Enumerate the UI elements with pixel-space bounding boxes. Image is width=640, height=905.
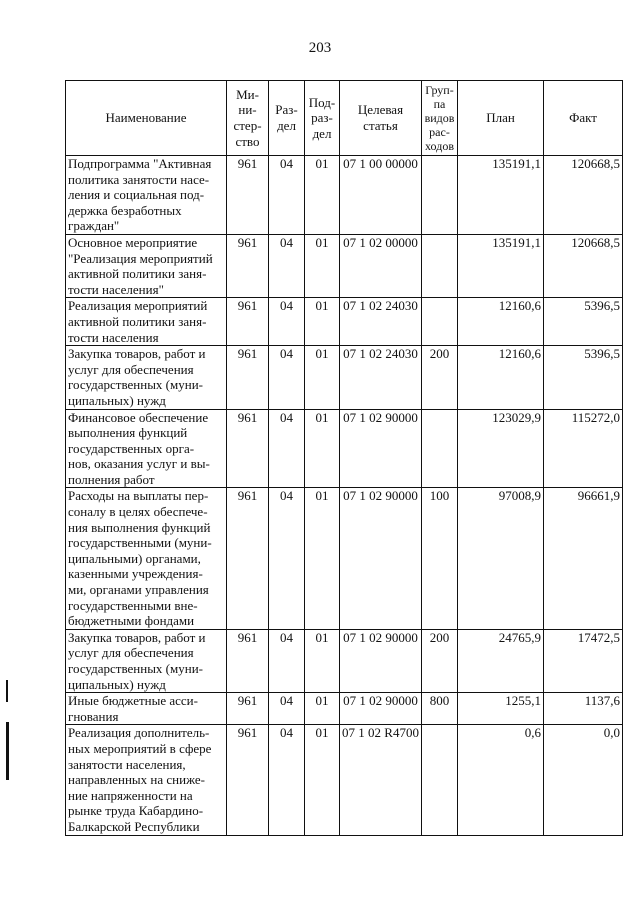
table-row [66,725,623,835]
cell-fact: 5396,5 [544,298,623,346]
table-row [66,234,623,297]
cell-group [422,409,458,488]
header-plan: План [458,81,544,156]
cell-ministry: 961 [227,298,269,346]
cell-subsection: 01 [305,409,340,488]
table-header-row [66,81,623,156]
cell-subsection: 01 [305,629,340,692]
cell-name: Иные бюджетные асси- гнования [66,693,227,725]
cell-plan: 0,6 [458,725,544,835]
cell-ministry: 961 [227,693,269,725]
cell-fact: 120668,5 [544,156,623,235]
cell-ministry: 961 [227,156,269,235]
cell-ministry: 961 [227,234,269,297]
table-row [66,298,623,346]
cell-target: 07 1 02 90000 [340,488,422,629]
cell-subsection: 01 [305,693,340,725]
header-fact: Факт [544,81,623,156]
table-row [66,156,623,235]
cell-fact: 0,0 [544,725,623,835]
cell-ministry: 961 [227,409,269,488]
cell-section: 04 [269,488,305,629]
cell-name: Подпрограмма "Активная политика занятости насе- ления и социальная под- держка безработных граждан" [66,156,227,235]
cell-section: 04 [269,298,305,346]
cell-target: 07 1 02 90000 [340,409,422,488]
cell-target: 07 1 02 24030 [340,346,422,409]
cell-subsection: 01 [305,346,340,409]
cell-target: 07 1 02 24030 [340,298,422,346]
cell-group [422,725,458,835]
cell-group: 200 [422,629,458,692]
table-row [66,629,623,692]
cell-ministry: 961 [227,346,269,409]
table-row [66,346,623,409]
cell-name: Финансовое обеспечение выполнения функций государственных орга- нов, оказания услуг и вы- полнения работ [66,409,227,488]
cell-name: Основное мероприятие "Реализация мероприятий активной политики заня- тости населения" [66,234,227,297]
cell-subsection: 01 [305,488,340,629]
cell-plan: 24765,9 [458,629,544,692]
cell-ministry: 961 [227,725,269,835]
header-target: Целевая статья [340,81,422,156]
cell-plan: 135191,1 [458,234,544,297]
cell-name: Закупка товаров, работ и услуг для обеспечения государственных (муни- ципальных) нужд [66,629,227,692]
cell-section: 04 [269,409,305,488]
cell-fact: 115272,0 [544,409,623,488]
cell-plan: 12160,6 [458,298,544,346]
cell-plan: 135191,1 [458,156,544,235]
cell-section: 04 [269,234,305,297]
cell-target: 07 1 00 00000 [340,156,422,235]
scan-artifact-mark [6,722,9,780]
cell-group [422,234,458,297]
cell-section: 04 [269,725,305,835]
cell-section: 04 [269,156,305,235]
cell-fact: 120668,5 [544,234,623,297]
cell-fact: 5396,5 [544,346,623,409]
cell-group: 200 [422,346,458,409]
cell-ministry: 961 [227,629,269,692]
cell-name: Закупка товаров, работ и услуг для обеспечения государственных (муни- ципальных) нужд [66,346,227,409]
cell-plan: 123029,9 [458,409,544,488]
cell-ministry: 961 [227,488,269,629]
cell-section: 04 [269,629,305,692]
cell-name: Расходы на выплаты пер- соналу в целях обеспече- ния выполнения функций государственными (муни- ципальными) органами, казенными учреждения- ми, органами управления государственными вне- бюджетными фондами [66,488,227,629]
cell-subsection: 01 [305,156,340,235]
budget-table [65,80,623,836]
cell-group [422,156,458,235]
cell-group [422,298,458,346]
cell-fact: 96661,9 [544,488,623,629]
cell-name: Реализация дополнитель- ных мероприятий в сфере занятости населения, направленных на сниже- ние напряженности на рынке труда Кабардино- Балкарской Республики [66,725,227,835]
cell-fact: 17472,5 [544,629,623,692]
cell-name: Реализация мероприятий активной политики заня- тости населения [66,298,227,346]
cell-plan: 12160,6 [458,346,544,409]
header-ministry: Ми- ни- стер- ство [227,81,269,156]
cell-target: 07 1 02 R4700 [340,725,422,835]
table-row [66,409,623,488]
cell-subsection: 01 [305,234,340,297]
cell-plan: 1255,1 [458,693,544,725]
cell-fact: 1137,6 [544,693,623,725]
cell-target: 07 1 02 90000 [340,629,422,692]
header-group: Груп- па видов рас- ходов [422,81,458,156]
table-row [66,488,623,629]
header-section: Раз- дел [269,81,305,156]
cell-target: 07 1 02 90000 [340,693,422,725]
cell-subsection: 01 [305,298,340,346]
page-number: 203 [308,40,332,56]
table-body [66,156,623,836]
cell-target: 07 1 02 00000 [340,234,422,297]
cell-plan: 97008,9 [458,488,544,629]
cell-section: 04 [269,693,305,725]
cell-group: 800 [422,693,458,725]
cell-subsection: 01 [305,725,340,835]
cell-section: 04 [269,346,305,409]
cell-group: 100 [422,488,458,629]
header-name: Наименование [66,81,227,156]
table-row [66,693,623,725]
header-subsection: Под- раз- дел [305,81,340,156]
scan-artifact-mark [6,680,8,702]
